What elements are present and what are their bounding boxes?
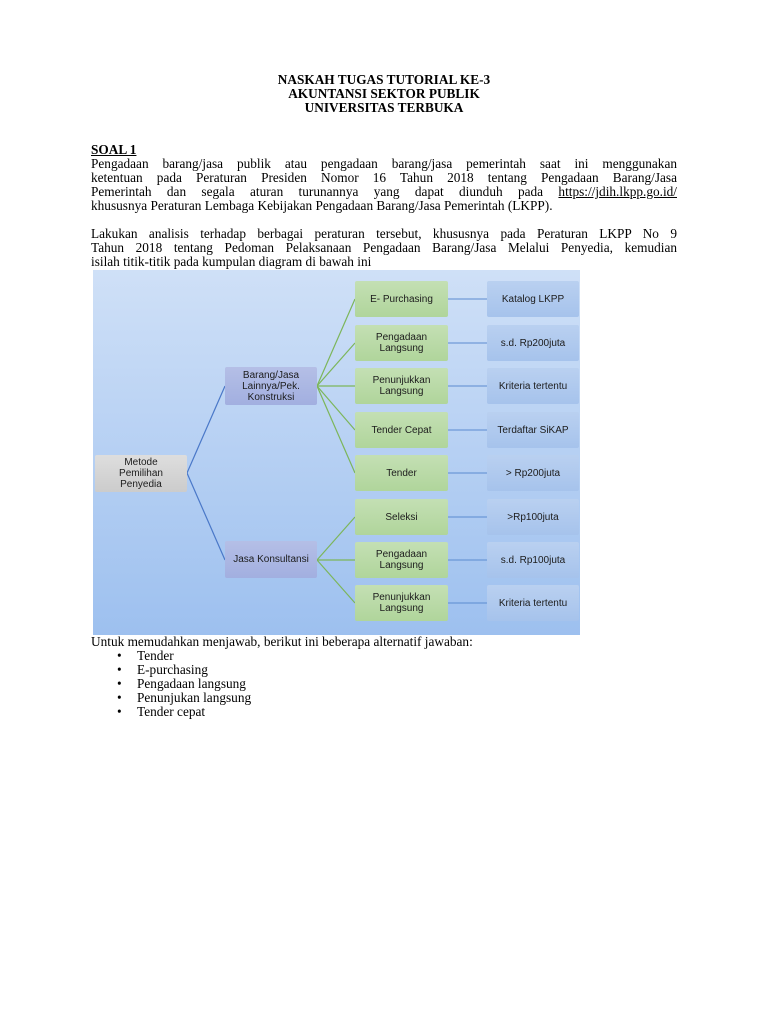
criterion-label: Kriteria tertentu xyxy=(498,597,568,609)
criterion-label: Kriteria tertentu xyxy=(498,380,568,392)
root-label: Metode Pemilihan Penyedia xyxy=(119,457,163,490)
paragraph-2-line: isilah titik-titik pada kumpulan diagram di bawah ini xyxy=(91,254,372,269)
soal-heading: SOAL 1 xyxy=(91,142,137,157)
criterion-node xyxy=(487,585,579,621)
answer-option xyxy=(91,677,691,691)
bullet-icon: • xyxy=(117,662,122,677)
criterion-node xyxy=(487,368,579,404)
paragraph-gap xyxy=(91,213,677,227)
criterion-node xyxy=(487,412,579,448)
method-node-tender xyxy=(355,455,448,491)
answer-option xyxy=(91,663,691,677)
criterion-label: Terdaftar SiKAP xyxy=(497,424,569,436)
answer-option-text: Tender cepat xyxy=(137,704,206,719)
category-node-jasa-konsultansi xyxy=(225,541,317,578)
title-line-2: AKUNTANSI SEKTOR PUBLIK xyxy=(288,86,480,101)
connector-line xyxy=(317,517,355,560)
diagram-root-node xyxy=(95,455,187,492)
jdih-lkpp-link[interactable]: https://jdih.lkpp.go.id/ xyxy=(558,184,677,199)
method-label: E- Purchasing xyxy=(370,293,433,305)
bullet-icon: • xyxy=(117,690,122,705)
answer-option xyxy=(91,649,691,663)
criterion-label: Katalog LKPP xyxy=(501,293,565,305)
title-line-1: NASKAH TUGAS TUTORIAL KE-3 xyxy=(277,72,491,87)
method-node-pengadaan-langsung xyxy=(355,325,448,361)
method-label: Pengadaan Langsung xyxy=(375,549,428,571)
answer-option xyxy=(91,691,691,705)
criterion-node xyxy=(487,325,579,361)
paragraph-1-line: ketentuan pada Peraturan Presiden Nomor 16 Tahun 2018 tentang Pengadaan Barang/Jasa xyxy=(91,170,677,185)
method-node-seleksi xyxy=(355,499,448,535)
connector-line xyxy=(187,473,225,560)
method-label: Penunjukkan Langsung xyxy=(372,375,431,397)
document-title xyxy=(0,73,768,115)
soal-section xyxy=(91,143,677,269)
method-label: Pengadaan Langsung xyxy=(375,332,428,354)
paragraph-2 xyxy=(91,227,677,269)
criterion-label: > Rp200juta xyxy=(505,467,561,479)
connector-line xyxy=(317,560,355,603)
method-label: Tender xyxy=(386,467,417,479)
criterion-label: >Rp100juta xyxy=(507,511,559,523)
criterion-node xyxy=(487,281,579,317)
paragraph-1 xyxy=(91,157,677,213)
category-label: Jasa Konsultansi xyxy=(233,554,309,565)
method-node-e-purchasing xyxy=(355,281,448,317)
answers-intro: Untuk memudahkan menjawab, berikut ini beberapa alternatif jawaban: xyxy=(91,634,473,649)
connector-line xyxy=(317,386,355,473)
paragraph-1-line: Pengadaan barang/jasa publik atau pengadaan barang/jasa pemerintah saat ini menggunakan xyxy=(91,156,677,171)
bullet-icon: • xyxy=(117,676,122,691)
title-line-3: UNIVERSITAS TERBUKA xyxy=(304,100,464,115)
method-label: Tender Cepat xyxy=(371,424,432,436)
answer-option-text: Tender xyxy=(137,648,174,663)
paragraph-1-line-text: Pemerintah dan segala aturan turunannya yang dapat diunduh pada xyxy=(91,184,544,199)
method-node-pengadaan-langsung-konsultansi xyxy=(355,542,448,578)
category-node-barang-jasa xyxy=(225,367,317,405)
method-label: Penunjukkan Langsung xyxy=(372,592,431,614)
answer-option-text: Pengadaan langsung xyxy=(137,676,246,691)
category-label: Barang/Jasa Lainnya/Pek. Konstruksi xyxy=(242,369,300,403)
method-label: Seleksi xyxy=(385,511,418,523)
answer-option xyxy=(91,705,691,719)
criterion-node xyxy=(487,499,579,535)
answer-option-text: E-purchasing xyxy=(137,662,208,677)
method-node-tender-cepat xyxy=(355,412,448,448)
bullet-icon: • xyxy=(117,704,122,719)
criterion-label: s.d. Rp100juta xyxy=(500,554,566,566)
method-node-penunjukkan-langsung xyxy=(355,368,448,404)
connector-line xyxy=(317,299,355,386)
bullet-icon: • xyxy=(117,648,122,663)
criterion-node xyxy=(487,455,579,491)
answer-option-text: Penunjukan langsung xyxy=(137,690,252,705)
criterion-node xyxy=(487,542,579,578)
connector-line xyxy=(317,343,355,386)
paragraph-1-line xyxy=(91,185,677,199)
selection-method-diagram xyxy=(93,270,580,635)
paragraph-2-line: Lakukan analisis terhadap berbagai peraturan tersebut, khususnya pada Peraturan LKPP No 9 xyxy=(91,226,677,241)
paragraph-1-line: khususnya Peraturan Lembaga Kebijakan Pengadaan Barang/Jasa Pemerintah (LKPP). xyxy=(91,198,553,213)
paragraph-2-line: Tahun 2018 tentang Pedoman Pelaksanaan Pengadaan Barang/Jasa Melalui Penyedia, kemudian xyxy=(91,240,677,255)
answer-options xyxy=(91,635,691,719)
connector-line xyxy=(317,386,355,430)
method-node-penunjukkan-langsung-konsultansi xyxy=(355,585,448,621)
connector-line xyxy=(187,386,225,473)
criterion-label: s.d. Rp200juta xyxy=(500,337,566,349)
